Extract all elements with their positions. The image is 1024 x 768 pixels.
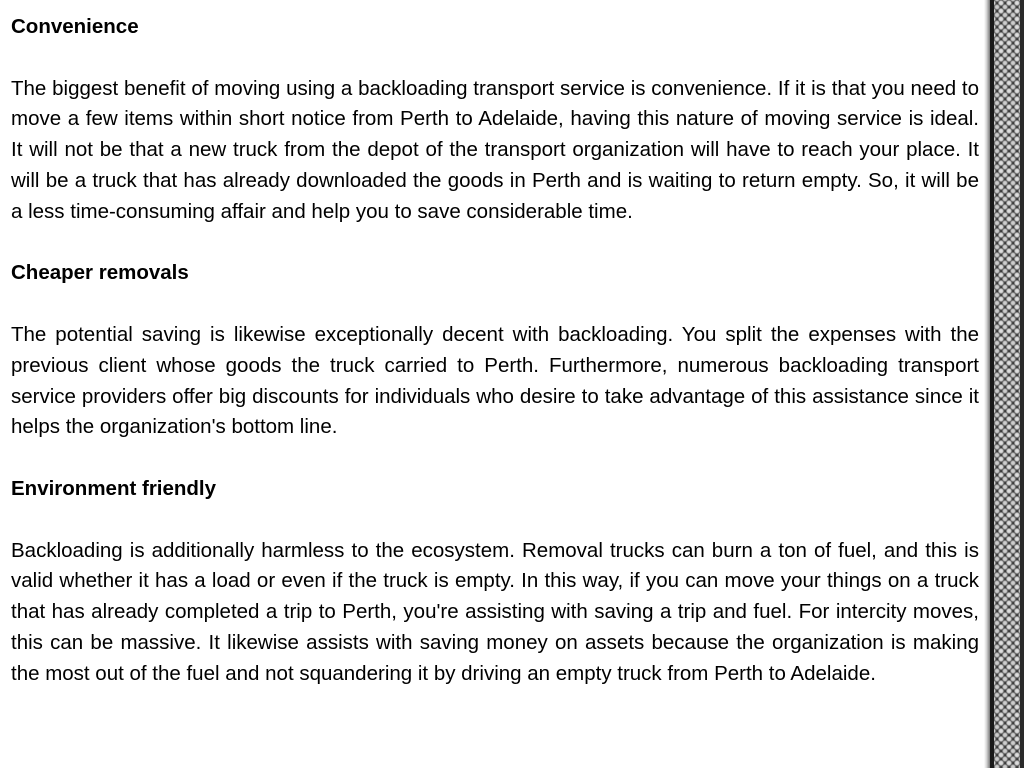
section-heading-convenience: Convenience — [11, 15, 139, 38]
section-heading-environment-friendly: Environment friendly — [11, 476, 217, 500]
spacer — [11, 289, 979, 320]
section-heading-cheaper-removals: Cheaper removals — [11, 261, 189, 285]
spacer — [11, 228, 979, 259]
spacer — [11, 443, 979, 474]
article-content — [11, 12, 979, 690]
section-body-cheaper-removals: The potential saving is likewise exceptionally decent with backloading. You split the expenses with the previous client whose goods the truck carried to Perth. Furthermore, numerous backloading transport service providers offer big discounts for individuals who desire to take advantage of this assistance since it helps the organization's bottom line. — [11, 322, 979, 439]
spacer — [11, 505, 979, 536]
section-body-convenience: The biggest benefit of moving using a backloading transport service is convenience. If it is that you need to move a few items within short notice from Perth to Adelaide, having this nature of moving service is ideal. It will not be that a new truck from the depot of the transport organization will have to reach your place. It will be a truck that has already downloaded the goods in Perth and is waiting to return empty. So, it will be a less time-consuming affair and help you to save considerable time. — [11, 76, 979, 223]
spacer — [11, 43, 979, 74]
decorative-pattern-strip — [990, 0, 1024, 768]
section-body-environment-friendly: Backloading is additionally harmless to the ecosystem. Removal trucks can burn a ton of fuel, and this is valid whether it has a load or even if the truck is empty. In this way, if you can move your things on a truck that has already completed a trip to Perth, you're assisting with saving a trip and fuel. For intercity moves, this can be massive. It likewise assists with saving money on assets because the organization is making the most out of the fuel and not squandering it by driving an empty truck from Perth to Adelaide. — [11, 538, 979, 685]
